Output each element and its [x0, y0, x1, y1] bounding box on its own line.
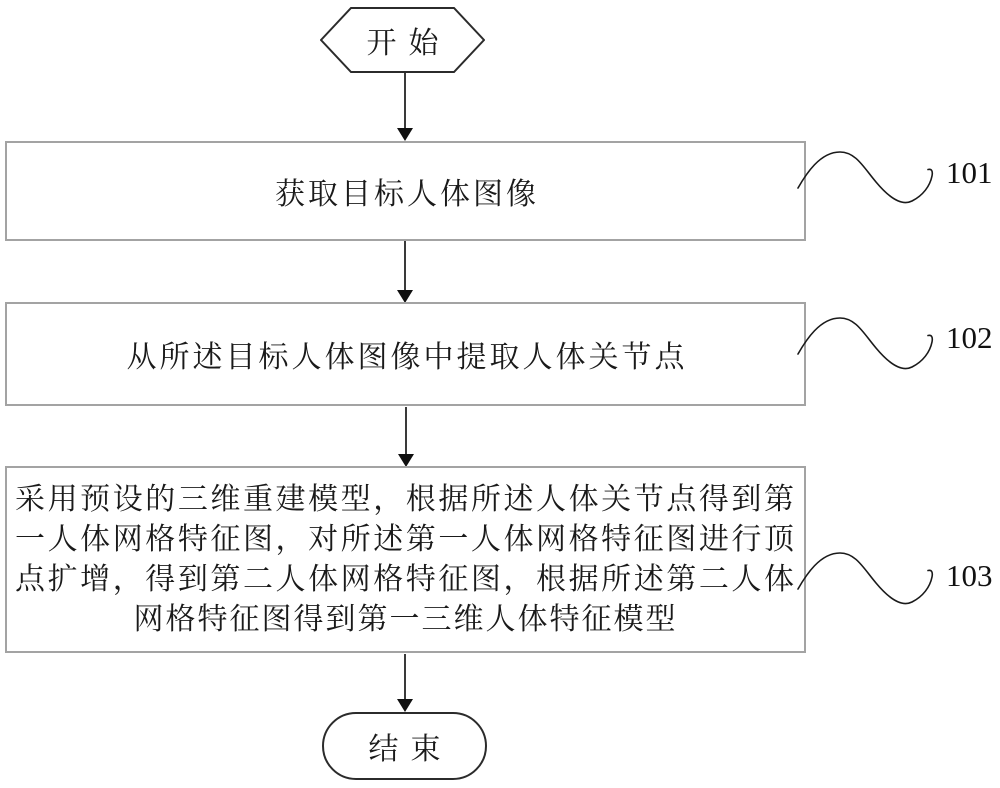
step-103-line-1: 采用预设的三维重建模型，根据所述人体关节点得到第: [15, 483, 796, 516]
arrow-down-icon: [398, 407, 414, 467]
ref-label-101: 101: [946, 155, 993, 190]
arrowhead-icon: [397, 699, 413, 712]
arrow-down-icon: [397, 73, 413, 141]
arrowhead-icon: [397, 128, 413, 141]
arrow-down-icon: [397, 654, 413, 712]
step-103-line-4: 网格特征图得到第一三维人体特征模型: [133, 603, 678, 636]
arrow-shaft: [404, 241, 406, 292]
step-103-line-2: 一人体网格特征图，对所述第一人体网格特征图进行顶: [15, 523, 796, 556]
ref-label-102: 102: [946, 320, 993, 355]
ref-leader-squiggle-102: [790, 314, 938, 378]
start-label: 开始: [366, 27, 451, 60]
ref-leader-squiggle-103: [790, 549, 938, 613]
ref-label-103: 103: [946, 558, 993, 593]
step-103-box: [5, 466, 806, 653]
arrow-shaft: [404, 73, 406, 130]
step-101-text: 获取目标人体图像: [275, 178, 539, 211]
arrow-shaft: [405, 407, 407, 456]
ref-leader-squiggle-101: [790, 148, 938, 212]
arrow-shaft: [404, 654, 406, 701]
arrow-down-icon: [397, 241, 413, 303]
end-node: [322, 712, 487, 780]
end-label: 结束: [368, 733, 453, 766]
step-101-box: [5, 141, 806, 241]
step-102-box: [5, 302, 806, 406]
step-102-text: 从所述目标人体图像中提取人体关节点: [126, 341, 688, 374]
step-103-line-3: 点扩增，得到第二人体网格特征图，根据所述第二人体: [15, 563, 796, 596]
start-node: [320, 7, 485, 73]
